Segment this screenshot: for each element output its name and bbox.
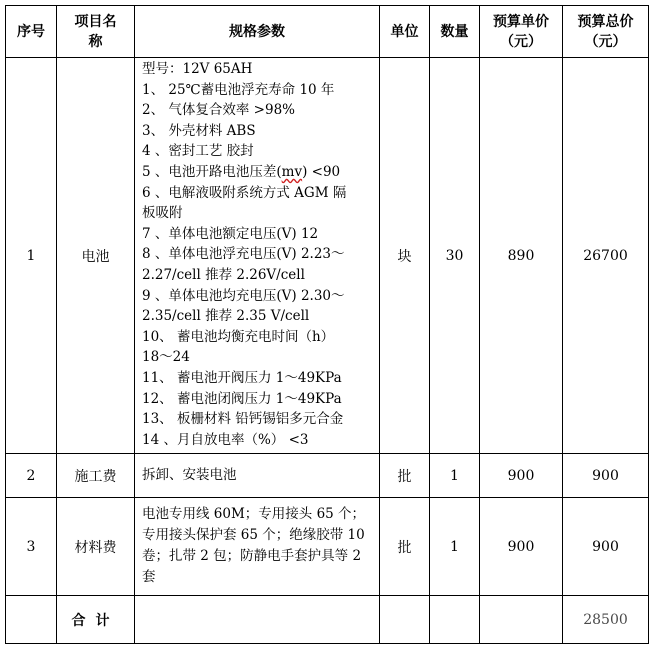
row-spec: 拆卸、安装电池 [135, 454, 380, 498]
row-unit-price: 900 [480, 454, 563, 498]
row-unit-price: 900 [480, 498, 563, 596]
header-row [6, 6, 649, 58]
table-row [6, 498, 649, 596]
row-total-price: 26700 [563, 58, 649, 454]
spec-line: 4 、密封工艺 胶封 [142, 143, 254, 160]
row-seq: 3 [6, 498, 57, 596]
total-value: 28500 [563, 596, 649, 644]
header-item-name: 项目名称 [57, 6, 135, 58]
spec-line: 12、 蓄电池闭阀压力 1～49KPa [142, 390, 342, 407]
header-total-price: 预算总价（元） [563, 6, 649, 58]
header-spec: 规格参数 [135, 6, 380, 58]
spec-line: 5 、电池开路电池压差(mv) <90 [142, 163, 341, 180]
row-qty: 1 [430, 498, 480, 596]
row-name: 施工费 [57, 454, 135, 498]
spec-line: 型号：12V 65AH [142, 61, 253, 77]
spec-line: 13、 板栅材料 铅钙锡铝多元合金 [142, 411, 344, 428]
table-row [6, 454, 649, 498]
total-empty-cell [380, 596, 430, 644]
spec-line: 18～24 [142, 349, 190, 366]
header-unit-price: 预算单价（元） [480, 6, 563, 58]
spec-line: 8 、单体电池浮充电压(V) 2.23～ [142, 246, 345, 263]
spec-line: 7 、单体电池额定电压(V) 12 [142, 225, 319, 242]
total-empty-cell [6, 596, 57, 644]
row-seq: 1 [6, 58, 57, 454]
total-empty-cell [480, 596, 563, 644]
row-unit: 批 [380, 454, 430, 498]
spec-line: 板吸附 [142, 205, 183, 222]
spec-line: 3、 外壳材料 ABS [142, 122, 256, 139]
row-spec: 电池专用线 60M；专用接头 65 个；专用接头保护套 65 个；绝缘胶带 10 卷；扎带 2 包；防静电手套护具等 2 套 [135, 498, 380, 596]
spec-line: 9 、单体电池均充电压(V) 2.30～ [142, 287, 345, 304]
row-total-price: 900 [563, 498, 649, 596]
spec-line: 6 、电解液吸附系统方式 AGM 隔 [142, 184, 347, 201]
spec-line: 11、 蓄电池开阀压力 1～49KPa [142, 369, 342, 386]
spec-line: 2.27/cell 推荐 2.26V/cell [142, 266, 305, 283]
row-unit: 批 [380, 498, 430, 596]
row-name: 电池 [57, 58, 135, 454]
header-unit: 单位 [380, 6, 430, 58]
spec-line: 10、 蓄电池均衡充电时间（h） [142, 328, 335, 345]
budget-table [5, 5, 649, 644]
row-unit: 块 [380, 58, 430, 454]
row-name: 材料费 [57, 498, 135, 596]
total-empty-cell [430, 596, 480, 644]
table-row [6, 58, 649, 454]
total-label: 合计 [57, 596, 135, 644]
row-total-price: 900 [563, 454, 649, 498]
header-qty: 数量 [430, 6, 480, 58]
total-row [6, 596, 649, 644]
row-unit-price: 890 [480, 58, 563, 454]
total-empty-cell [135, 596, 380, 644]
spec-line: 2、 气体复合效率 >98% [142, 102, 295, 119]
spec-line: 2.35/cell 推荐 2.35 V/cell [142, 308, 310, 325]
spec-line: 14 、月自放电率（%） <3 [142, 431, 309, 448]
header-seq: 序号 [6, 6, 57, 58]
spellcheck-underline: mv [281, 163, 303, 180]
row-seq: 2 [6, 454, 57, 498]
row-qty: 30 [430, 58, 480, 454]
row-qty: 1 [430, 454, 480, 498]
row-spec [135, 58, 380, 454]
spec-line: 1、 25℃蓄电池浮充寿命 10 年 [142, 81, 335, 98]
